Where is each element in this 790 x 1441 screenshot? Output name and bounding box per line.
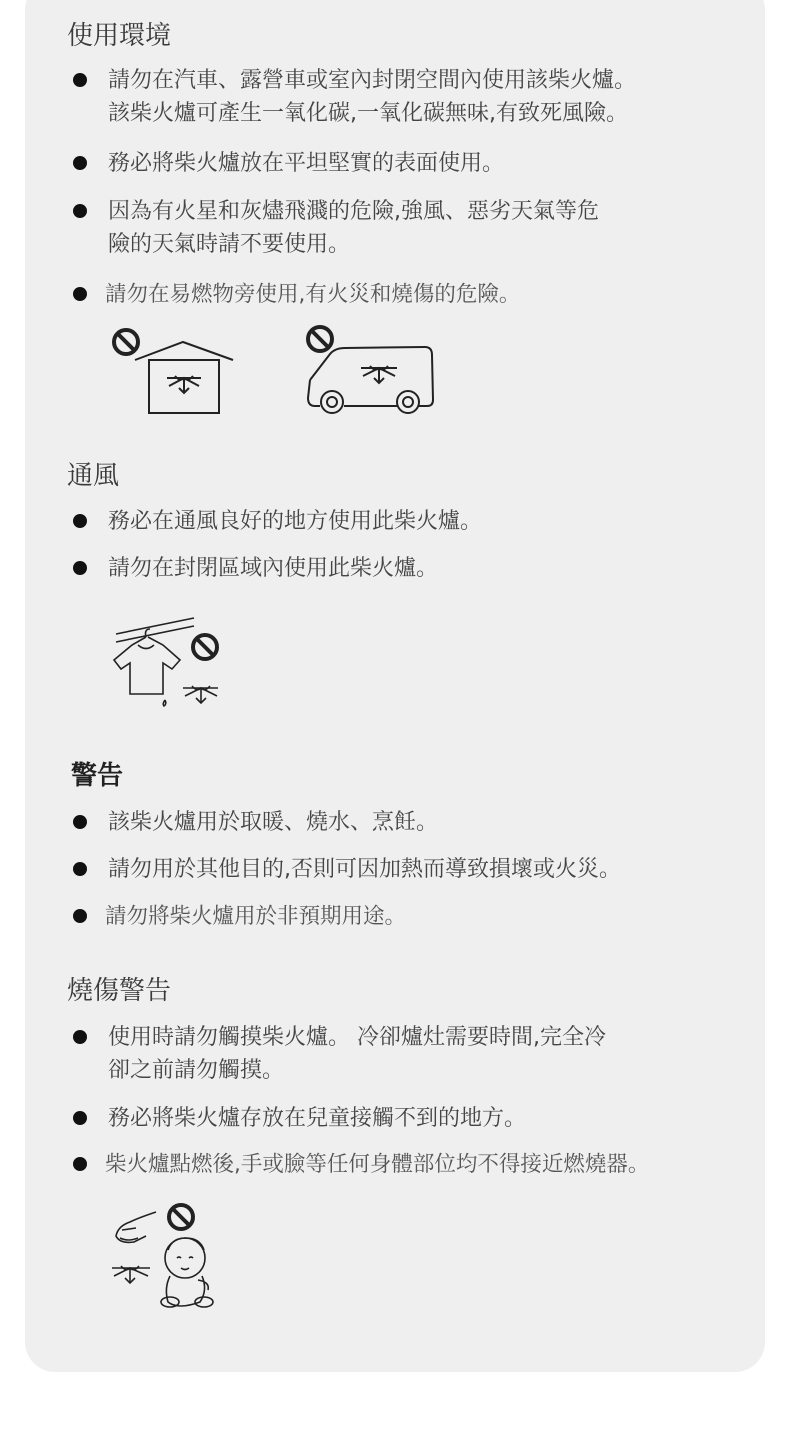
bullet-dot	[73, 514, 87, 528]
no-touch-child-safety-icon	[108, 1198, 228, 1318]
no-indoor-or-vehicle-use-icon	[105, 320, 445, 420]
bullet-dot	[73, 909, 87, 923]
bullet-dot	[73, 815, 87, 829]
bullet-dot	[73, 287, 87, 301]
list-item: 請勿用於其他目的,否則可因加熱而導致損壞或火災。	[67, 853, 727, 886]
list-item: 該柴火爐用於取暖、燒水、烹飪。	[67, 806, 727, 839]
bullet-dot	[73, 561, 87, 575]
section-heading-warning: 警告	[71, 761, 124, 791]
list-item: 請勿在封閉區域內使用此柴火爐。	[67, 552, 727, 585]
section-heading-ventilation: 通風	[67, 461, 120, 491]
list-item: 柴火爐點燃後,手或臉等任何身體部位均不得接近燃燒器。	[67, 1148, 727, 1181]
bullet-dot	[73, 1111, 87, 1125]
section-heading-environment: 使用環境	[67, 21, 172, 51]
bullet-dot	[73, 1157, 87, 1171]
list-item: 使用時請勿觸摸柴火爐。 冷卻爐灶需要時間,完全冷 卻之前請勿觸摸。	[67, 1021, 727, 1087]
list-item: 務必在通風良好的地方使用此柴火爐。	[67, 505, 727, 538]
list-item: 請勿將柴火爐用於非預期用途。	[67, 900, 727, 933]
bullet-dot	[73, 1030, 87, 1044]
bullet-dot	[73, 204, 87, 218]
bullet-dot	[73, 156, 87, 170]
list-item: 請勿在汽車、露營車或室內封閉空間內使用該柴火爐。 該柴火爐可產生一氧化碳,一氧化碳無味,有致死風險。	[67, 64, 727, 130]
no-drying-clothes-over-stove-icon	[108, 612, 228, 712]
list-item: 因為有火星和灰燼飛濺的危險,強風、惡劣天氣等危 險的天氣時請不要使用。	[67, 195, 727, 261]
list-item: 務必將柴火爐放在平坦堅實的表面使用。	[67, 147, 727, 180]
bullet-dot	[73, 73, 87, 87]
list-item: 務必將柴火爐存放在兒童接觸不到的地方。	[67, 1102, 727, 1135]
bullet-dot	[73, 862, 87, 876]
section-heading-burn-warning: 燒傷警告	[67, 976, 172, 1006]
list-item: 請勿在易燃物旁使用,有火災和燒傷的危險。	[67, 278, 727, 311]
